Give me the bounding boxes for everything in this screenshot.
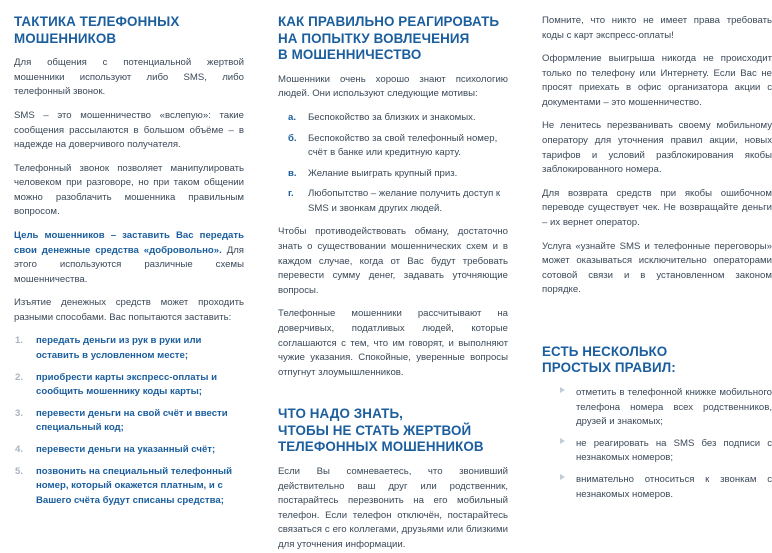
list-item-letter: б. — [288, 132, 297, 144]
list-item-text: не реагировать на SMS без подписи с незнакомых номеров; — [576, 437, 772, 464]
list-item-text: внимательно относиться к звонкам с незнакомых номеров. — [576, 473, 772, 500]
list-item-number: 2. — [15, 371, 24, 383]
paragraph: SMS – это мошенничество «вслепую»: такие сообщения рассылаются в большом объёме – в надежде на доверчивого получателя. — [14, 109, 244, 151]
list-item — [560, 386, 772, 430]
list-item — [560, 437, 772, 466]
section-heading-line-2: НА ПОПЫТКУ ВОВЛЕЧЕНИЯ — [278, 30, 470, 46]
list-item-text: перевести деньги на свой счёт и ввести специальный код; — [36, 407, 228, 434]
list-item-text: передать деньги из рук в руки или оставить в условленном месте; — [36, 335, 202, 362]
list-item — [14, 334, 244, 363]
list-item — [14, 443, 244, 458]
paragraph: Чтобы противодействовать обману, достаточно знать о существовании мошеннических схем и в каждом случае, когда от Вас будут требовать перевести сумму денег, задавать уточняющие вопросы. — [278, 226, 508, 296]
list-item — [288, 111, 508, 126]
list-item — [288, 132, 508, 161]
paragraph: Телефонные мошенники рассчитывают на доверчивых, податливых людей, которые соглашаются с тем, что им говорят, и выполняют чужие указания. Спокойные, уверенные вопросы отпугнут злоумышленников. — [278, 308, 508, 378]
page-title-line-1: ТАКТИКА ТЕЛЕФОННЫХ — [14, 14, 180, 29]
arrow-bullet-icon — [560, 474, 565, 480]
list-item-letter: а. — [288, 111, 297, 123]
page-title-line-2: МОШЕННИКОВ — [14, 30, 117, 46]
section-heading-line-3: ТЕЛЕФОННЫХ МОШЕННИКОВ — [278, 439, 484, 455]
list-item-text: отметить в телефонной книжке мобильного телефона номера всех родственников, друзей и знакомых; — [576, 387, 772, 428]
list-item-number: 1. — [15, 335, 24, 347]
list-item — [288, 167, 508, 182]
motives-intro: Мошенники очень хорошо знают психологию людей. Они используют следующие мотивы: — [278, 73, 508, 100]
simple-rules-list — [560, 386, 772, 502]
section-heading-line-1: ЕСТЬ НЕСКОЛЬКО — [542, 343, 668, 359]
paragraph: Для общения с потенциальной жертвой мошенники используют либо SMS, либо телефонный звонок. — [14, 57, 244, 98]
list-item-text: Беспокойство за близких и знакомых. — [308, 111, 476, 123]
paragraph: Услуга «узнайте SMS и телефонные переговоры» может оказываться исключительно операторами сотовой связи и в установленном законом порядке. — [542, 240, 772, 296]
list-item-letter: в. — [288, 167, 297, 179]
section-heading-line-2: ЧТОБЫ НЕ СТАТЬ ЖЕРТВОЙ — [278, 422, 472, 438]
list-item — [288, 187, 508, 216]
paragraph: Телефонный звонок позволяет манипулировать человеком при разговоре, но при таком общении можно разоблачить мошенника правильным вопросом. — [14, 162, 244, 218]
motives-list — [288, 111, 508, 216]
list-item — [14, 407, 244, 436]
goal-paragraph — [14, 229, 244, 287]
column-one — [14, 14, 244, 508]
list-item-text: Любопытство – желание получить доступ к SMS и звонкам других людей. — [308, 188, 501, 214]
page-title — [14, 14, 244, 47]
list-item-number: 3. — [15, 407, 24, 419]
list-item-text: Беспокойство за свой телефонный номер, счёт в банке или кредитную карту. — [308, 132, 498, 159]
fraud-methods-list — [14, 334, 244, 508]
column-three — [542, 14, 772, 502]
list-item — [560, 473, 772, 502]
list-item-text: позвонить на специальный телефонный номер, который окажется платным, и с Вашего счёта будут списаны средства; — [36, 465, 232, 506]
goal-rest: Для этого используются различные схемы мошенничества. — [14, 244, 244, 285]
goal-lead-in: Цель мошенников – заставить Вас передать свои денежные средства «добровольно». — [14, 230, 244, 256]
list-intro: Изъятие денежных средств может проходить разными способами. Вас попытаются заставить: — [14, 297, 244, 323]
section-heading-line-3: В МОШЕННИЧЕСТВО — [278, 47, 422, 63]
paragraph: Для возврата средств при якобы ошибочном переводе существует чек. Не возвращайте деньги – их вернет оператор. — [542, 187, 772, 228]
list-item — [14, 465, 244, 509]
paragraph: Помните, что никто не имеет права требовать коды с карт экспресс-оплаты! — [542, 15, 772, 41]
list-item-text: Желание выиграть крупный приз. — [308, 167, 458, 179]
section-heading-line-1: КАК ПРАВИЛЬНО РЕАГИРОВАТЬ — [278, 14, 500, 29]
list-item-text: перевести деньги на указанный счёт; — [36, 443, 216, 455]
section-heading-line-2: ПРОСТЫХ ПРАВИЛ: — [542, 360, 676, 376]
list-item — [14, 371, 244, 400]
list-item-letter: г. — [288, 188, 294, 200]
section-heading-reacting — [278, 14, 508, 64]
paragraph: Оформление выигрыша никогда не происходит только по телефону или Интернету. Если Вас не просят приехать в офис организатора акции с документами – это мошенничество. — [542, 53, 772, 108]
arrow-bullet-icon — [560, 387, 565, 393]
section-heading-what-to-know — [278, 406, 508, 456]
paragraph: Не ленитесь перезванивать своему мобильному оператору для уточнения правил акции, новых тарифов и условий разблокирования якобы заблокированного номера. — [542, 120, 772, 176]
column-two — [278, 14, 508, 553]
section-heading-line-1: ЧТО НАДО ЗНАТЬ, — [278, 406, 403, 422]
list-item-text: приобрести карты экспресс-оплаты и сообщить мошеннику коды карты; — [36, 371, 218, 398]
paragraph: Если Вы сомневаетесь, что звонивший действительно ваш друг или родственник, постарайтесь перезвонить на его мобильный телефон. Если телефон отключён, постарайтесь связаться с его коллегами, друзьями или близкими для уточнения информации. — [278, 466, 508, 550]
list-item-number: 4. — [15, 443, 24, 455]
section-heading-simple-rules — [542, 344, 772, 377]
list-item-number: 5. — [15, 465, 24, 477]
arrow-bullet-icon — [560, 438, 565, 444]
